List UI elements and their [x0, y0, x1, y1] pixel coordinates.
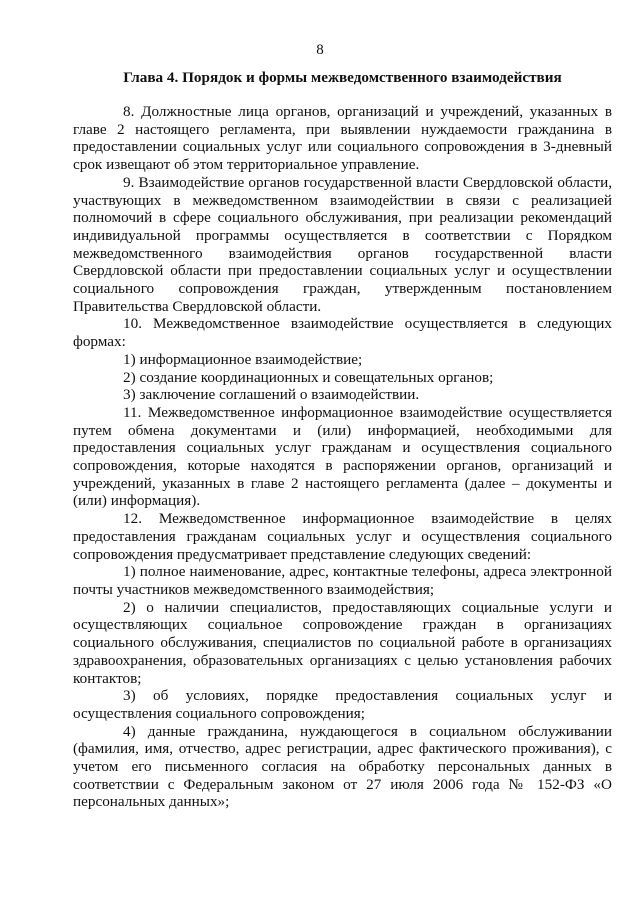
- paragraph-8: 8. Должностные лица органов, организаций и учреждений, указанных в главе 2 настоящего регламента, при выявлении нуждаемости гражданина в предоставлении социальных услуг или социального сопровождения в 3-дневный срок извещают об этом территориальное управление.: [73, 103, 612, 174]
- list-item-12-4: 4) данные гражданина, нуждающегося в социальном обслуживании (фамилия, имя, отчество, адрес регистрации, адрес фактического проживания), с учетом его письменного согласия на обработку персональных данных в соответствии с Федеральным законом от 27 июля 2006 года № 152-ФЗ «О персональных данных»;: [73, 722, 612, 811]
- paragraph-12: 12. Межведомственное информационное взаимодействие в целях предоставления гражданам социальных услуг и осуществления социального сопровождения предусматривает представление следующих сведений:: [73, 510, 612, 563]
- chapter-title: Глава 4. Порядок и формы межведомственного взаимодействия: [123, 69, 562, 86]
- paragraph-9: 9. Взаимодействие органов государственной власти Свердловской области, участвующих в межведомственном взаимодействии в связи с реализацией полномочий в сфере социального обслуживания, при реализации рекомендаций индивидуальной программы осуществляется в соответствии с Порядком межведомственного взаимодействия органов государственной власти Свердловской области при предоставлении социальных услуг и осуществлении социального сопровождения граждан, утвержденным постановлением Правительства Свердловской области.: [73, 173, 612, 315]
- document-body: [73, 103, 612, 811]
- paragraph-11: 11. Межведомственное информационное взаимодействие осуществляется путем обмена документами и (или) информацией, необходимыми для предоставления социальных услуг гражданам и осуществления социального сопровождения, которые находятся в распоряжении органов, организаций и учреждений, указанных в главе 2 настоящего регламента (далее – документы и (или) информация).: [73, 403, 612, 510]
- paragraph-10: 10. Межведомственное взаимодействие осуществляется в следующих формах:: [73, 315, 612, 351]
- list-item-12-2: 2) о наличии специалистов, предоставляющих социальные услуги и осуществляющих социальное сопровождение граждан в организациях социального обслуживания, специалистов по социальной работе в организациях здравоохранения, образовательных организациях с целью установления рабочих контактов;: [73, 598, 612, 687]
- list-item-10-2: 2) создание координационных и совещательных органов;: [123, 368, 494, 386]
- page-number: 8: [316, 42, 324, 58]
- list-item-10-3: 3) заключение соглашений о взаимодействии.: [123, 386, 420, 404]
- list-item-10-1: 1) информационное взаимодействие;: [123, 350, 363, 368]
- list-item-12-3: 3) об условиях, порядке предоставления социальных услуг и осуществления социального сопровождения;: [73, 687, 612, 722]
- list-item-12-1: 1) полное наименование, адрес, контактные телефоны, адреса электронной почты участников межведомственного взаимодействия;: [73, 563, 612, 598]
